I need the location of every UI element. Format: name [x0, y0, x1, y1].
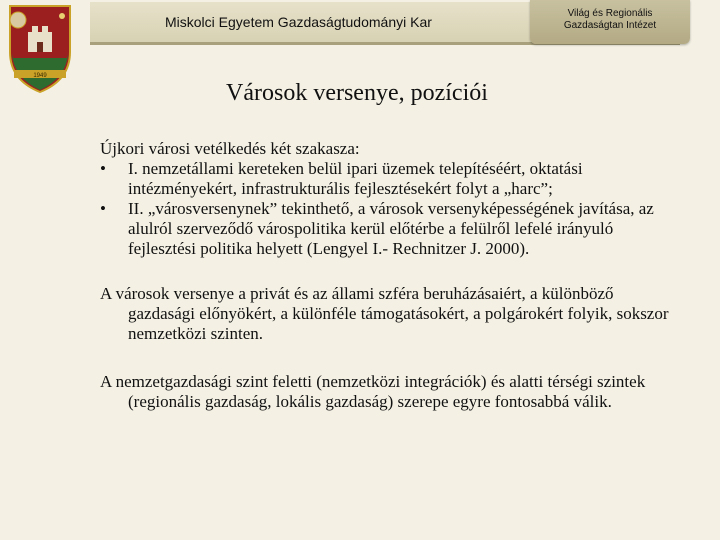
bullet-item [100, 159, 670, 199]
bullet-marker: • [100, 159, 106, 178]
university-crest-logo [2, 2, 78, 94]
faculty-title: Miskolci Egyetem Gazdaságtudományi Kar [165, 14, 432, 30]
institute-line-1: Világ és Regionális [567, 8, 653, 19]
bullet-item [100, 199, 670, 259]
section-heading: Újkori városi vetélkedés két szakasza: [100, 139, 360, 158]
bullet-marker: • [100, 199, 106, 218]
slide-body [100, 139, 670, 412]
bullet-text: I. nemzetállami kereteken belül ipari üzemek telepítéséért, oktatási intézményekért, infrastrukturális fejlesztésekért folyt a „harc”; [128, 159, 583, 198]
crest-year-label: 1949 [33, 73, 47, 79]
institute-line-2: Gazdaságtan Intézet [563, 20, 657, 31]
paragraph-competition: A városok versenye a privát és az állami szféra beruházásaiért, a különböző gazdasági előnyökért, a különféle támogatásokért, a polgárokért folyik, sokszor nemzetközi szinten. [100, 284, 669, 343]
bullet-list [100, 159, 670, 259]
slide-title: Városok versenye, pozíciói [226, 80, 488, 106]
bullet-text: II. „városversenynek” tekinthető, a városok versenyképességének javítása, az alulról szerveződő várospolitika kerül előtérbe a felülről lefelé irányuló fejlesztési politika helyett (Lengyel I.- Rechnitzer J. 2000). [128, 199, 654, 258]
institute-label [530, 0, 690, 44]
paragraph-levels: A nemzetgazdasági szint feletti (nemzetközi integrációk) és alatti térségi szintek (regionális gazdaság, lokális gazdaság) szerepe egyre fontosabbá válik. [100, 372, 646, 411]
